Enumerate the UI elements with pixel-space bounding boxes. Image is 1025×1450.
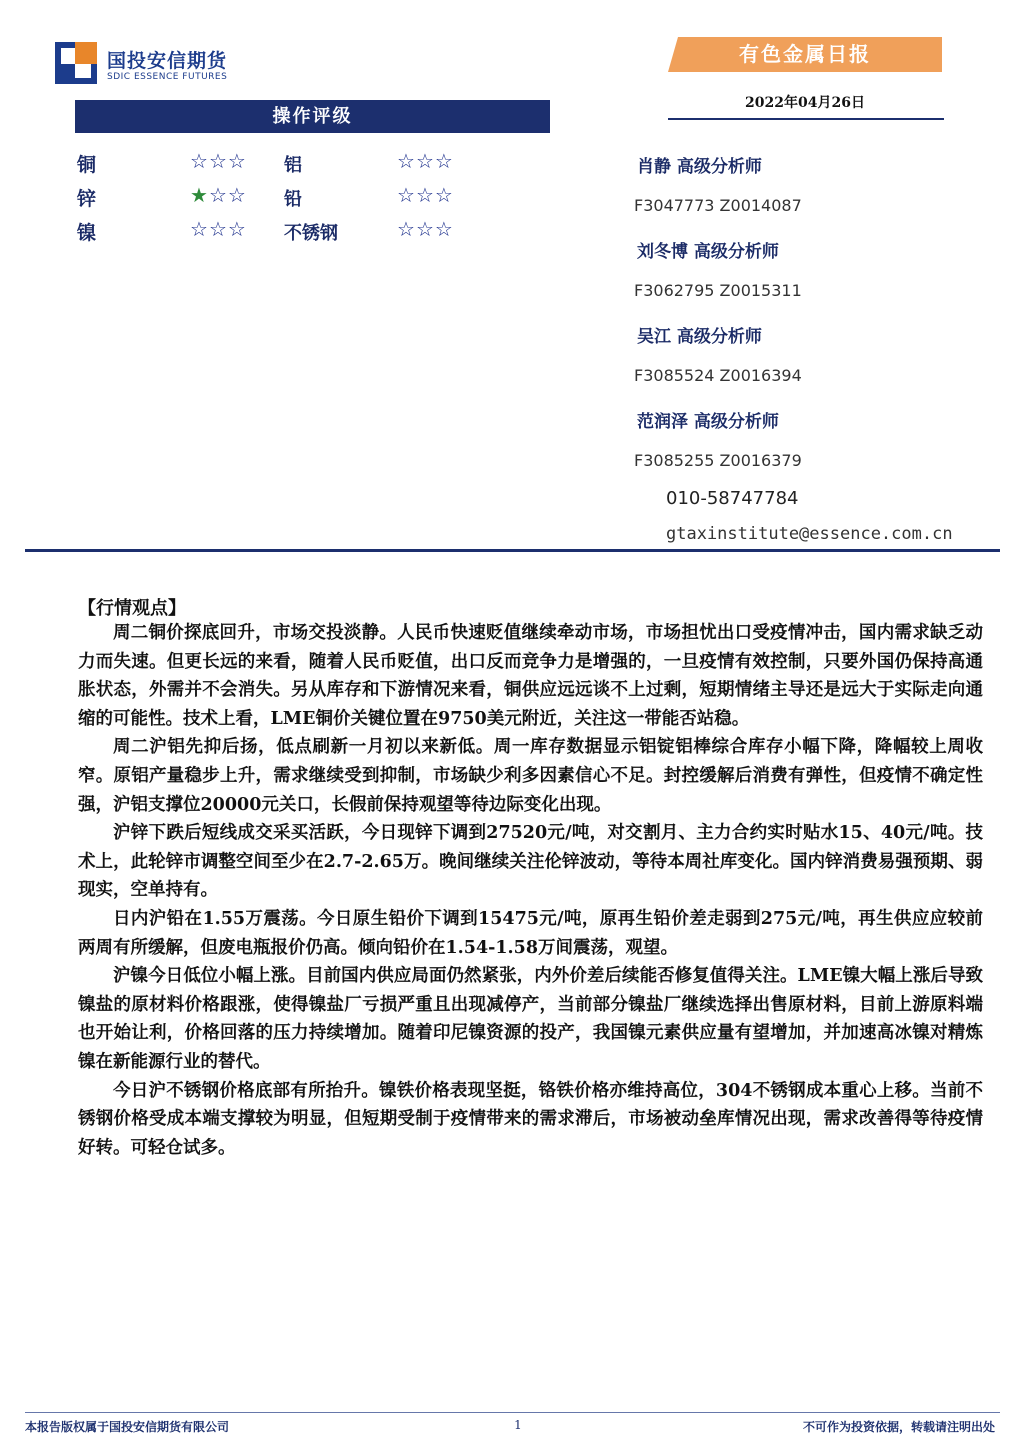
analyst-license: F3047773 Z0014087 — [634, 196, 802, 215]
rating-zinc-stars — [190, 183, 247, 207]
rating-nickel-stars — [190, 217, 247, 241]
rating-stainless-steel-stars — [397, 217, 454, 241]
section-title: 【行情观点】 — [78, 598, 186, 619]
logo-english-name: SDIC ESSENCE FUTURES — [107, 72, 228, 82]
analyst-name: 吴江 高级分析师 — [637, 327, 762, 347]
analyst-license: F3085524 Z0016394 — [634, 366, 802, 385]
rating-nickel-label: 镍 — [77, 222, 97, 244]
page-number: 1 — [514, 1418, 522, 1432]
analyst-name: 肖静 高级分析师 — [637, 157, 762, 177]
footer-disclaimer: 不可作为投资依据，转载请注明出处 — [802, 1420, 995, 1434]
analyst-license: F3085255 Z0016379 — [634, 451, 802, 470]
contact-phone: 010-58747784 — [666, 488, 799, 509]
footer-copyright: 本报告版权属于国投安信期货有限公司 — [25, 1420, 230, 1434]
star-outline-icon: ☆ — [415, 217, 435, 241]
star-outline-icon: ☆ — [415, 183, 435, 207]
report-date: 2022年04月26日 — [745, 95, 865, 111]
analyst-license: F3062795 Z0015311 — [634, 281, 802, 300]
star-outline-icon: ☆ — [227, 183, 247, 207]
star-outline-icon: ☆ — [227, 149, 247, 173]
star-outline-icon: ☆ — [434, 217, 454, 241]
paragraph-aluminum: 周二沪铝先抑后扬，低点刷新一月初以来新低。周一库存数据显示铝锭铝棒综合库存小幅下降，降幅较上周收窄。原铝产量稳步上升，需求继续受到抑制，市场缺少利多因素信心不足。封控缓解后消费有弹性，但疫情不确定性强，沪铝支撑位20000元关口，长假前保持观望等待边际变化出现。 — [78, 737, 983, 815]
star-outline-icon: ☆ — [397, 183, 416, 207]
paragraph-stainless-steel: 今日沪不锈钢价格底部有所抬升。镍铁价格表现坚挺，铬铁价格亦维持高位，304不锈钢成本重心上移。当前不锈钢价格受成本端支撑较为明显，但短期受制于疫情带来的需求滞后，市场被动垒库情况出现，需求改善得等待疫情好转。可轻仓试多。 — [78, 1080, 983, 1158]
rating-section-title: 操作评级 — [75, 100, 550, 133]
contact-email[interactable]: gtaxinstitute@essence.com.cn — [666, 524, 953, 544]
report-title: 有色金属日报 — [739, 42, 871, 66]
logo-chinese-name: 国投安信期货 — [107, 50, 228, 72]
star-outline-icon: ☆ — [208, 149, 228, 173]
rating-aluminum-label: 铝 — [284, 155, 302, 176]
paragraph-zinc: 沪锌下跌后短线成交采买活跃，今日现锌下调到27520元/吨，对交割月、主力合约实时贴水15、40元/吨。技术上，此轮锌市调整空间至少在2.7-2.65万。晚间继续关注伦锌波动，等待本周社库变化。国内锌消费易强预期、弱现实，空单持有。 — [78, 823, 983, 901]
company-logo — [55, 40, 255, 90]
filled-star-icon: ★ — [190, 183, 209, 207]
logo-mark-icon — [55, 42, 97, 84]
star-outline-icon: ☆ — [208, 217, 228, 241]
star-outline-icon: ☆ — [190, 149, 209, 173]
analyst-name: 刘冬博 高级分析师 — [637, 242, 779, 262]
rating-stainless-steel-label: 不锈钢 — [284, 223, 338, 244]
paragraph-nickel: 沪镍今日低位小幅上涨。目前国内供应局面仍然紧张，内外价差后续能否修复值得关注。LME镍大幅上涨后导致镍盐的原材料价格跟涨，使得镍盐厂亏损严重且出现减停产，当前部分镍盐厂继续选择出售原材料，目前上游原料端也开始让利，价格回落的压力持续增加。随着印尼镍资源的投产，我国镍元素供应量有望增加，并加速高冰镍对精炼镍在新能源行业的替代。 — [78, 966, 983, 1072]
rating-copper-label: 铜 — [77, 154, 97, 176]
rating-aluminum-stars — [397, 149, 454, 173]
date-divider — [668, 118, 944, 120]
star-outline-icon: ☆ — [415, 149, 435, 173]
paragraph-copper: 周二铜价探底回升，市场交投淡静。人民币快速贬值继续牵动市场，市场担忧出口受疫情冲击，国内需求缺乏动力而失速。但更长远的来看，随着人民币贬值，出口反而竞争力是增强的，一旦疫情有效控制，只要外国仍保持高通胀状态，外需并不会消失。另从库存和下游情况来看，铜供应远远谈不上过剩，短期情绪主导还是远大于实际走向通缩的可能性。技术上看，LME铜价关键位置在9750美元附近，关注这一带能否站稳。 — [78, 623, 983, 729]
market-commentary — [78, 619, 983, 1162]
rating-zinc-label: 锌 — [77, 188, 97, 210]
footer-divider — [25, 1412, 1000, 1413]
rating-lead-stars — [397, 183, 454, 207]
star-outline-icon: ☆ — [397, 149, 416, 173]
analyst-name: 范润泽 高级分析师 — [637, 412, 779, 432]
paragraph-lead: 日内沪铅在1.55万震荡。今日原生铅价下调到15475元/吨，原再生铅价差走弱到275元/吨，再生供应应较前两周有所缓解，但废电瓶报价仍高。倾向铅价在1.54-1.58万间震荡，观望。 — [78, 908, 983, 958]
rating-copper-stars — [190, 149, 247, 173]
star-outline-icon: ☆ — [397, 217, 416, 241]
star-outline-icon: ☆ — [434, 183, 454, 207]
star-outline-icon: ☆ — [434, 149, 454, 173]
header-divider — [25, 549, 1000, 552]
report-title-banner — [668, 37, 942, 72]
star-outline-icon: ☆ — [208, 183, 228, 207]
rating-lead-label: 铅 — [284, 189, 302, 210]
star-outline-icon: ☆ — [227, 217, 247, 241]
star-outline-icon: ☆ — [190, 217, 209, 241]
